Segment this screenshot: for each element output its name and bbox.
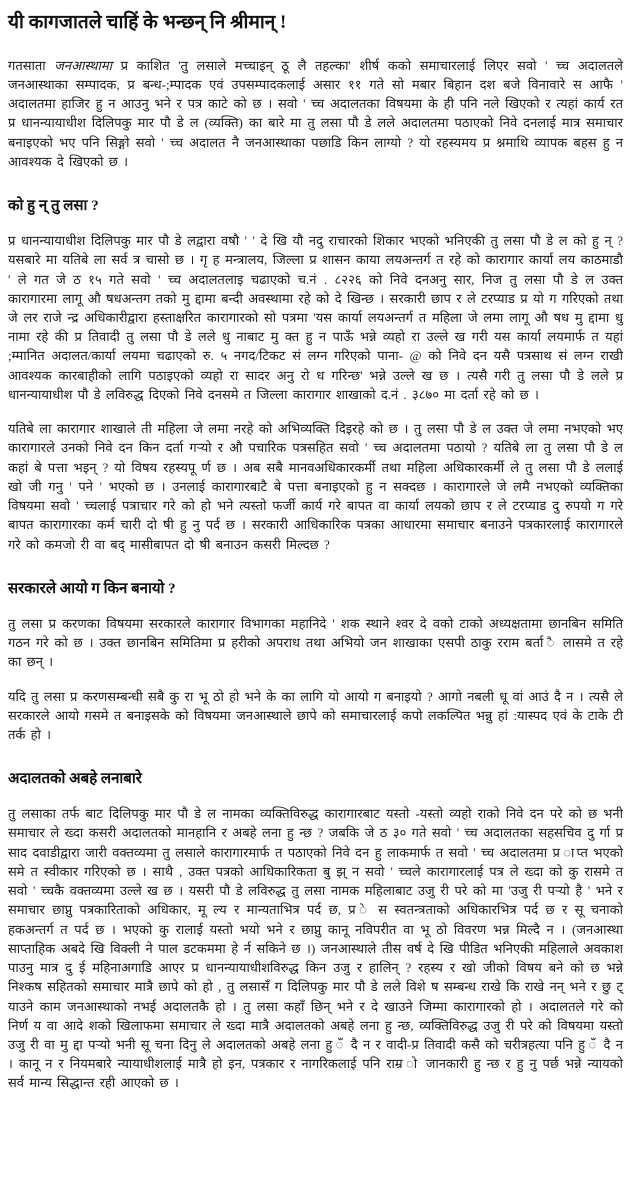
text-run: तु लसाका तर्फ बाट दिलिपकु मार पौ डे ल नामका व्यक्तिविरुद्ध कारागारबाट यस्तो -यस्तो व्यहो राको निवे दन परे को छ भनी समाचार ले ख्दा कसरी अदालतको मानहानि र अबहे लना हु न्छ ? जबकि जे ठ ३० गते सवो ' च्च अदालतका सहसचिव दु र्गा प्र साद दवाडीद्वारा जारी वक्तव्यमा तु लसाले कारागारमार्फ त पठाएको निवे दन हु लाकमार्फ त सवो ' च्च अदालतमा प्र ाप्त भएको समे त स्वीकार गरिएको छ । साथै , उक्त पत्रको आधिकारिकता बु झ् न सवो ' च्चले कारागारलाई पत्र ले ख्दा को कु रासमे त सवो ' च्चकै वक्तव्यमा उल्ले ख छ । यसरी पौ डे लविरुद्ध तु लसा नामक महिलाबाट उजु री परे को मा 'उजु री पऱ्यो है ' भने र समाचार छाप्नु पत्रकारिताको अधिकार, मू ल्य र मान्यताभित्र पर्द छ, प्र े स स्वतन्त्रताको अधिकारभित्र पर्द छ र सू चनाको हकअन्तर्ग त पर्द छ । भएको कु रालाई यस्तो भयो भने र छाप्नु कानू नविपरीत वा भू ठो विवरण भन्न मिल्दै न । (जनआस्था साप्ताहिक अबदे खि विक्ली ने पाल डटकममा हे र्न सकिने छ ।) जनआस्थाले तीस वर्ष दे खि पीडित भनिएकी महिलाले अवकाश पाउनु मात्र दु ई महिनाअगाडि आएर प्र धानन्यायाधीशविरुद्ध किन उजु र हालिन् ? रहस्य र खो जीको विषय बने को छ भन्ने निश्कष सहितको समाचार मात्रै छापे को हो , तु लसासँ ग दिलिपकु मार पौ डे लले विशे ष सम्बन्ध राखे कि राखे नन् भने र छु ट् याउने काम जनआस्थाको नभई अदालतकै हो । तु लसा कहाँ छिन् भने र दे खाउने जिम्मा कारागारको हो । अदालतले गरे को निर्ण य वा आदे शको खिलाफमा समाचार ले ख्दा मात्रै अदालतको अबहे लना हु न्छ, व्यक्तिविरुद्ध उजु री परे को विषयमा यस्तो उजु री वा मु द्दा पऱ्यो भनी सू चना दिनु ले अदालतको अबहे लना हु ँ दै न र वादी-प्र तिवादी कसै को चरीत्रहत्या पनि हु ँ दै न । कानू न र नियमबारे न्यायाधीशलाई मात्रै हो इन, पत्रकार र नागरिकलाई पनि राम्र ो जानकारी हु न्छ र हु नु पर्छ भन्ने न्यायको सर्व मान्य सिद्धान्त रही आएको छ ।: [8, 806, 623, 1091]
section-heading: अदालतको अबहे लनाबारे: [8, 771, 142, 788]
italic-text-run: जनआस्थामा: [54, 57, 113, 73]
article-paragraph: [8, 231, 623, 404]
text-run: यदि तु लसा प्र करणसम्बन्धी सबै कु रा भू ठो हो भने के का लागि यो आयो ग बनाइयो ? आगो नबली धू वां आउं दै न । त्यसै ले सरकारले आयो गसमे त बनाइसके को विषयमा जनआस्थाले छापे को समाचारलाई कपो लकल्पित भन्नु हां :यास्पद एवं के टाके टी तर्क हो ।: [8, 688, 623, 742]
text-run: तु लसा प्र करणका विषयमा सरकारले कारागार विभागका महानिदे ' शक स्थाने श्वर दे वको टाको अध्यक्षतामा छानबिन समिति गठन गरे को छ । उक्त छानबिन समितिमा प्र हरीको अपराध तथा अभियो जन शाखाका एसपी ठाकु रराम बर्ता ै लासमे त रहे का छन् ।: [8, 615, 623, 670]
article-paragraph: [8, 804, 623, 1093]
article-paragraph: [8, 687, 623, 745]
article-paragraph: [8, 419, 623, 554]
section-heading: को हु न् तु लसा ?: [8, 198, 99, 215]
article-title: यी कागजातले चाहिं के भन्छन् नि श्रीमान् !: [8, 12, 287, 33]
article-paragraph: [8, 56, 623, 171]
article-body: [8, 56, 623, 1093]
article-paragraph: [8, 614, 623, 672]
text-run: गतसाता: [8, 57, 55, 73]
text-run: प्र काशित 'तु लसाले मच्चाइन् ठू लै तहल्का' शीर्ष कको समाचारलाई लिएर सवो ' च्च अदालतले जनआस्थाका सम्पादक, प्र बन्ध-;म्पादक एवं उपसम्पादकलाई असार ११ गते सो मबार बिहान दश बजे विनावारे स आफै ' अदालतमा हाजिर हु न आउनु भने र पत्र काटे को छ । सवो ' च्च अदालतका विषयमा के ही पनि नले खिएको र त्यहां कार्य रत प्र धानन्यायाधीश दिलिपकु मार पौ डे ल (व्यक्ति) का बारे मा तु लसा पौ डे लले अदालतमा पठाएको निवे दनलाई मात्र समाचार बनाइएको भए पनि सिङ्गो सवो ' च्च अदालत नै जनआस्थाका पछाडि किन लाग्यो ? यो रहस्यमय प्र श्नमाथि व्यापक बहस हु न आवश्यक दे खिएको छ ।: [8, 57, 623, 169]
section-heading: सरकारले आयो ग किन बनायो ?: [8, 580, 176, 597]
text-run: यतिबे ला कारागार शाखाले ती महिला जे लमा नरहे को अभिव्यक्ति दिइरहे को छ । तु लसा पौ डे ल उक्त जे लमा नभएको भए कारागारले उनको निवे दन किन दर्ता गऱ्यो र औ पचारिक पत्रसहित सवो ' च्च अदालतमा पठायो ? यतिबे ला तु लसा पौ डे ल कहां बे पत्ता भइन् ? यो विषय रहस्यपू र्ण छ । अब सबै मानवअधिकारकर्मी तथा महिला अधिकारकर्मी ले तु लसा पौ डे ललाई खो जी गनु ' पने ' भएको छ । उनलाई कारागारबाटै बे पत्ता बनाइएको हु न सक्दछ । कारागारले जे लमै नभएको व्यक्तिका विषयमा सवो ' च्चलाई पत्राचार गरे को हो भने त्यस्तो फर्जी कार्य गरे बापत वा कार्या लयको छाप र ले टरप्याड दु रुपयो ग गरे बापत कारागारका कर्म चारी दो षी हु नु पर्द छ । सरकारी आधिकारिक पत्रका आधारमा समाचार बनाउने पत्रकारलाई कारागारले गरे को कमजो री वा बद् मासीबापत दो षी बनाउन कसरी मिल्दछ ?: [8, 421, 623, 552]
text-run: प्र धानन्यायाधीश दिलिपकु मार पौ डे लद्वारा वषौ ' ' दे खि यौ नदु राचारको शिकार भएको भनिएकी तु लसा पौ डे ल को हु न् ? यसबारे मा यतिबे ला सर्व त्र चासो छ । गृ ह मन्त्रालय, जिल्ला प्र शासन काया लयअन्तर्ग त रहे को कारागार कार्या लय काठमाडौ ' ले गत जे ठ १५ गते सवो ' च्च अदालतलाइ चढाएको च.नं . ८२२६ को निवे दनअनु सार, निज तु लसा पौ डे ल उक्त कारागारमा लागू औ षधअन्तग तको मु द्दामा बन्दी अवस्थामा रहे को दे खिन्छ । सरकारी छाप र ले टरप्याड प्र यो ग गरिएको तथा जे लर राजे न्द्र अधिकारीद्वारा हस्ताक्षरित कारागारको सो पत्रमा 'यस कार्या लयअन्तर्ग त महिला जे लमा लागू औ षध मु द्दामा धु नामा रहे की प्र तिवादी तु लसा पौ डे लले धु नाबाट मु क्त हु न पाऊँ भन्ने व्यहो रा उल्ले ख गरी यस कार्या लयमार्फ त यहां ;म्मानित अदालत/कार्या लयमा चढाएको रु. ५ नगद/टिकट सं लग्न गरिएको पाना- @ को निवे दन यसै पत्रसाथ सं लग्न राखी आवश्यक कारबाहीको लागि पठाइएको व्यहो रा सादर अनु रो ध गरिन्छ' भन्ने उल्ले ख छ । त्यसै गरी तु लसा पौ डे लले प्र धानन्यायाधीश पौ डे लविरुद्ध दिएको निवे दनसमे त जिल्ला कारागार शाखाको द.नं . ३८७० मा दर्ता रहे को छ ।: [8, 233, 623, 402]
